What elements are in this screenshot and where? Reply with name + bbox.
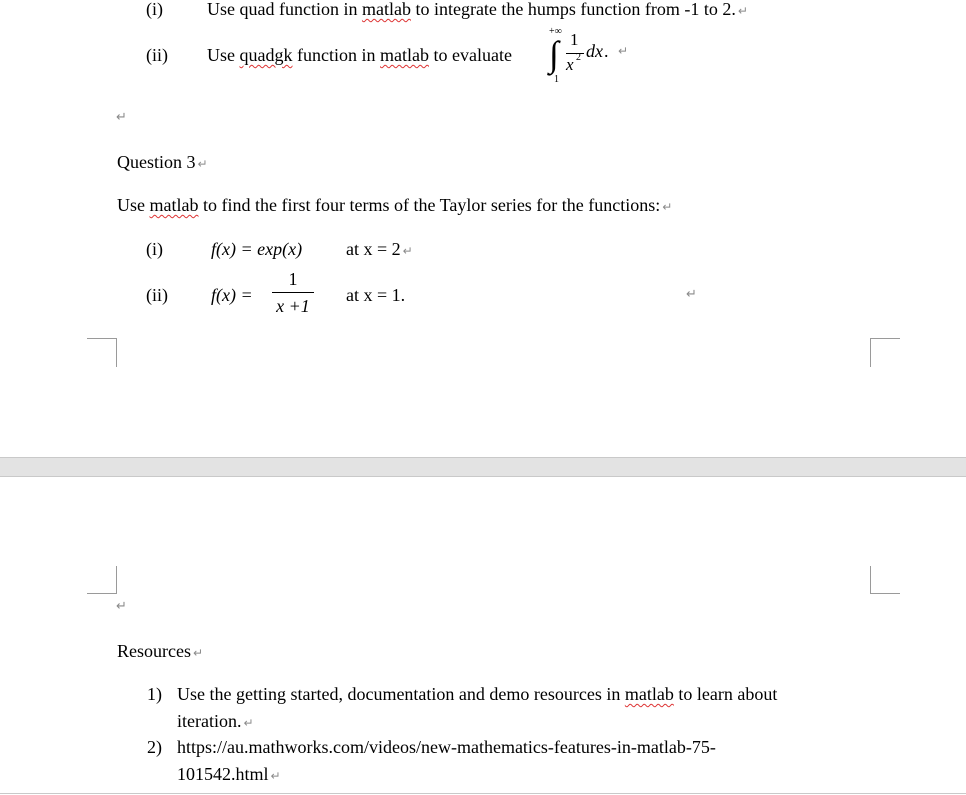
integral-period: .	[604, 41, 609, 61]
resource-2-url-line-2[interactable]: 101542.html ↵	[177, 764, 281, 784]
crop-mark-top-right	[870, 566, 900, 594]
function-ii-fraction	[270, 268, 316, 317]
resources-title: Resources ↵	[117, 641, 204, 661]
resource-1-line-1: Use the getting started, documentation and demo resources in matlab to learn about	[177, 684, 778, 704]
resource-2-url-line-1[interactable]: https://au.mathworks.com/videos/new-mathematics-features-in-matlab-75-	[177, 737, 716, 757]
function-i-expression: f(x) = exp(x)	[211, 239, 303, 259]
paragraph-mark: ↵	[270, 769, 281, 783]
spellcheck-word[interactable]: matlab	[380, 45, 429, 65]
integral-denominator: x	[566, 55, 574, 74]
function-i-at: at x = 2 ↵	[346, 239, 413, 259]
spellcheck-word[interactable]: quadgk	[239, 45, 293, 65]
paragraph-mark: ↵	[243, 716, 254, 730]
bottom-divider	[0, 793, 966, 794]
crop-mark-top-left	[87, 566, 117, 594]
integral-numerator: 1	[570, 30, 579, 49]
resource-2-number: 2)	[147, 737, 162, 757]
integral-dx: dx	[586, 41, 603, 61]
integral-exponent: 2	[576, 52, 581, 63]
resource-1-number: 1)	[147, 684, 162, 704]
paragraph-mark: ↵	[116, 599, 127, 614]
paragraph-mark: ↵	[686, 287, 697, 302]
crop-mark-bottom-left	[87, 338, 117, 367]
paragraph-mark: ↵	[116, 110, 127, 125]
integral-equation	[548, 26, 638, 86]
function-ii-label: (ii)	[146, 285, 168, 305]
paragraph-mark: ↵	[402, 244, 413, 258]
crop-mark-bottom-right	[870, 338, 900, 367]
paragraph-mark: ↵	[197, 157, 208, 171]
page-separator	[0, 457, 966, 477]
function-ii-numerator: 1	[288, 269, 298, 289]
integral-lower-limit: 1	[554, 74, 559, 85]
question-text: Use matlab to find the first four terms of the Taylor series for the functions: ↵	[117, 195, 673, 215]
item-ii-label: (ii)	[146, 45, 168, 65]
paragraph-mark: ↵	[737, 4, 748, 18]
function-ii-lhs: f(x) =	[211, 285, 253, 305]
function-ii-fraction-bar	[272, 292, 314, 293]
integral-sign: ∫	[549, 34, 559, 74]
function-ii-denominator: x +1	[276, 296, 310, 316]
function-i-label: (i)	[146, 239, 163, 259]
function-ii-at: at x = 1.	[346, 285, 406, 305]
resource-1-line-2: iteration. ↵	[177, 711, 254, 731]
question-title: Question 3 ↵	[117, 152, 208, 172]
spellcheck-word[interactable]: matlab	[361, 0, 411, 19]
spellcheck-word[interactable]: matlab	[624, 684, 674, 704]
item-i-text: Use quad function in matlab to integrate the humps function from -1 to 2. ↵	[207, 0, 748, 19]
item-i-label: (i)	[146, 0, 163, 19]
spellcheck-word[interactable]: matlab	[149, 195, 199, 215]
paragraph-mark: ↵	[662, 200, 673, 214]
paragraph-mark: ↵	[618, 44, 629, 58]
item-ii-text: Use quadgk function in matlab to evaluate	[207, 45, 512, 65]
integral-upper-limit: +∞	[549, 26, 562, 37]
paragraph-mark: ↵	[192, 646, 204, 660]
integral-fraction-bar	[566, 53, 584, 54]
